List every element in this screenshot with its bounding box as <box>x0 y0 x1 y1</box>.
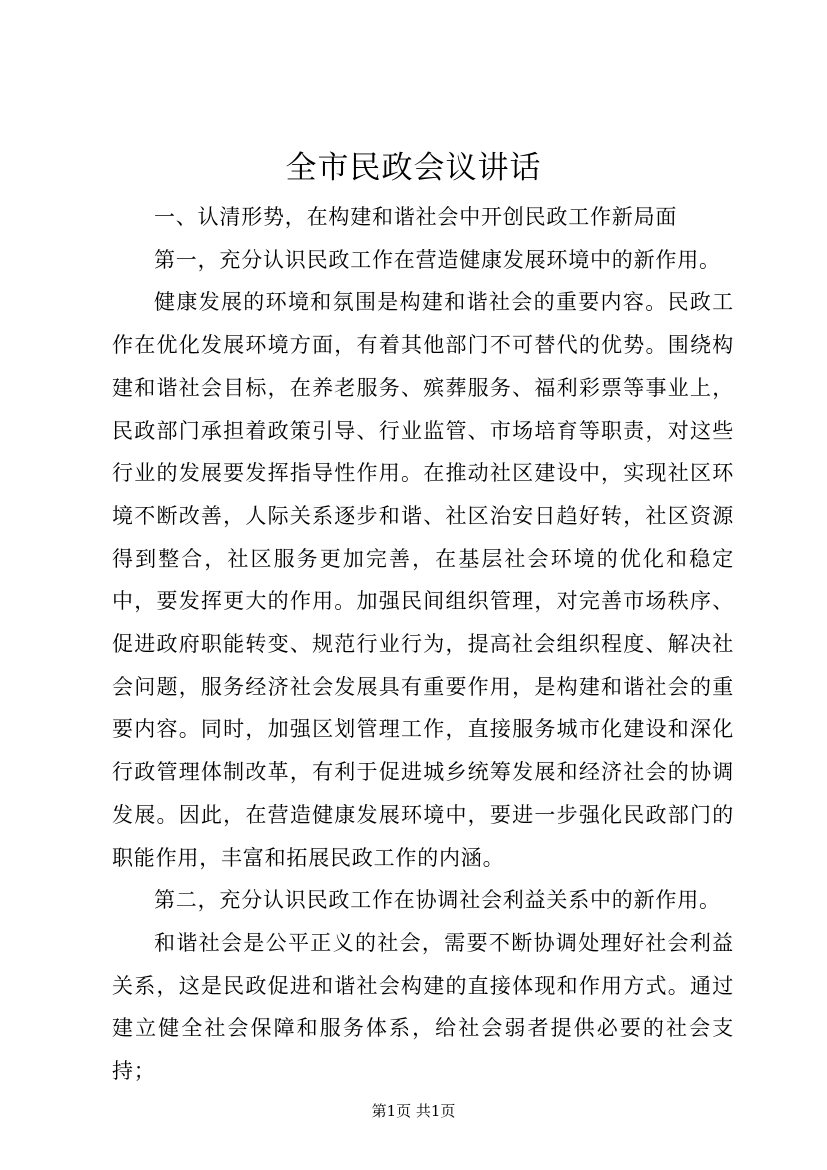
page-footer: 第1页 共1页 <box>371 1102 456 1120</box>
section-heading: 一、认清形势，在构建和谐社会中开创民政工作新局面 <box>154 205 678 229</box>
subsection-heading: 第二，充分认识民政工作在协调社会利益关系中的新作用。 <box>154 888 721 913</box>
body-paragraph: 和谐社会是公平正义的社会，需要不断协调处理好社会利益关系，这是民政促进和谐社会构建的直接体现和作用方式。通过建立健全社会保障和服务体系，给社会弱者提供必要的社会支持； <box>112 930 734 1084</box>
body-paragraph: 健康发展的环境和氛围是构建和谐社会的重要内容。民政工作在优化发展环境方面，有着其他部门不可替代的优势。围绕构建和谐社会目标，在养老服务、殡葬服务、福利彩票等事业上，民政部门承担着政策引导、行业监管、市场培育等职责，对这些行业的发展要发挥指导性作用。在推动社区建设中，实现社区环境不断改善，人际关系逐步和谐、社区治安日趋好转，社区资源得到整合，社区服务更加完善，在基层社会环境的优化和稳定中，要发挥更大的作用。加强民间组织管理，对完善市场秩序、促进政府职能转变、规范行业行为，提高社会组织程度、解决社会问题，服务经济社会发展具有重要作用，是构建和谐社会的重要内容。同时，加强区划管理工作，直接服务城市化建设和深化行政管理体制改革，有利于促进城乡统筹发展和经济社会的协调发展。因此，在营造健康发展环境中，要进一步强化民政部门的职能作用，丰富和拓展民政工作的内涵。 <box>112 290 734 870</box>
document-body <box>112 196 734 1093</box>
document-title: 全市民政会议讲话 <box>285 150 542 186</box>
subsection-heading: 第一，充分认识民政工作在营造健康发展环境中的新作用。 <box>154 247 721 272</box>
